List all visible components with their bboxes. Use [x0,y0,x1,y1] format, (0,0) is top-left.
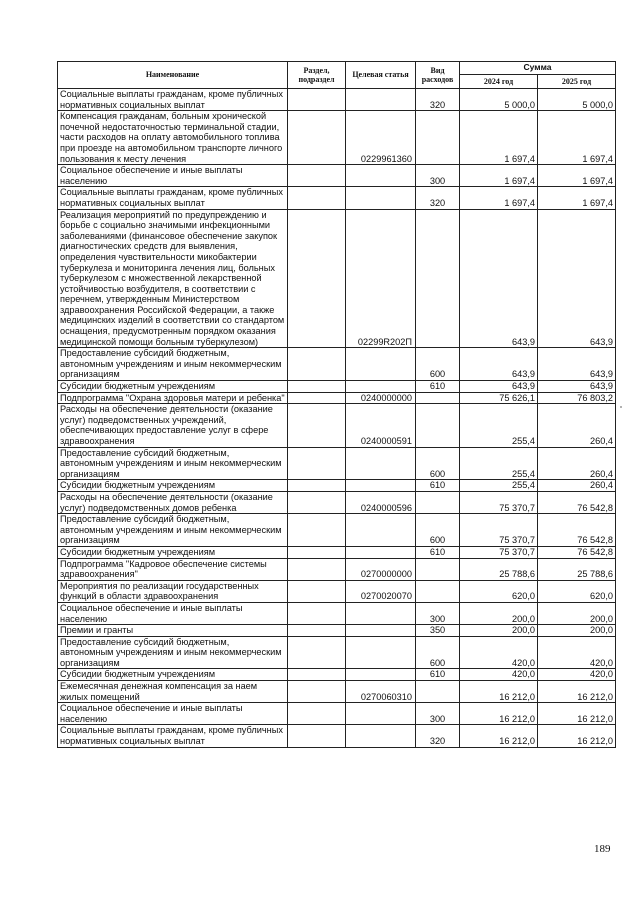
scan-speck [620,406,622,408]
cell-name: Социальные выплаты гражданам, кроме публичных нормативных социальных выплат [58,725,288,747]
cell-sum-2024: 75 370,7 [460,491,538,513]
cell-expense-type: 610 [416,381,460,393]
header-year-2024: 2024 год [460,75,538,89]
cell-sum-2025: 643,9 [538,348,616,381]
cell-sum-2024: 16 212,0 [460,681,538,703]
table-row [58,514,616,547]
cell-expense-type: 600 [416,514,460,547]
cell-target: 0240000000 [346,392,416,404]
cell-section [288,209,346,348]
table-body [58,89,616,748]
table-row [58,392,616,404]
cell-target [346,546,416,558]
cell-target: 0229961360 [346,111,416,165]
cell-section [288,725,346,747]
cell-sum-2024: 255,4 [460,480,538,492]
cell-sum-2024: 255,4 [460,447,538,480]
cell-section [288,165,346,187]
cell-name: Предоставление субсидий бюджетным, автономным учреждениям и иным некоммерческим организациям [58,514,288,547]
cell-name: Предоставление субсидий бюджетным, автономным учреждениям и иным некоммерческим организациям [58,348,288,381]
cell-sum-2025: 76 803,2 [538,392,616,404]
table-header [58,62,616,89]
cell-sum-2024: 643,9 [460,381,538,393]
cell-name: Социальное обеспечение и иные выплаты населению [58,165,288,187]
cell-expense-type: 610 [416,546,460,558]
table-row [58,625,616,637]
cell-sum-2024: 1 697,4 [460,187,538,209]
cell-sum-2025: 76 542,8 [538,546,616,558]
cell-sum-2025: 643,9 [538,209,616,348]
cell-section [288,703,346,725]
cell-section [288,392,346,404]
cell-section [288,381,346,393]
cell-target [346,625,416,637]
cell-section [288,491,346,513]
cell-target: 0270020070 [346,580,416,602]
cell-expense-type: 600 [416,348,460,381]
cell-name: Мероприятия по реализации государственных функций в области здравоохранения [58,580,288,602]
cell-target [346,447,416,480]
cell-target: 0270060310 [346,681,416,703]
cell-expense-type [416,681,460,703]
cell-sum-2025: 76 542,8 [538,514,616,547]
cell-section [288,480,346,492]
cell-name: Субсидии бюджетным учреждениям [58,381,288,393]
cell-sum-2024: 420,0 [460,636,538,669]
cell-target [346,89,416,111]
table-row [58,209,616,348]
header-year-2025: 2025 год [538,75,616,89]
cell-sum-2025: 260,4 [538,447,616,480]
table-row [58,381,616,393]
cell-target [346,725,416,747]
cell-sum-2025: 420,0 [538,669,616,681]
cell-name: Субсидии бюджетным учреждениям [58,480,288,492]
cell-expense-type [416,111,460,165]
header-section: Раздел, подраздел [288,62,346,89]
cell-sum-2024: 16 212,0 [460,703,538,725]
cell-name: Премии и гранты [58,625,288,637]
cell-sum-2024: 1 697,4 [460,111,538,165]
cell-expense-type: 300 [416,602,460,624]
cell-target [346,165,416,187]
cell-section [288,580,346,602]
table-row [58,447,616,480]
cell-sum-2025: 260,4 [538,404,616,447]
cell-sum-2024: 16 212,0 [460,725,538,747]
cell-name: Подпрограмма "Охрана здоровья матери и ребенка" [58,392,288,404]
cell-section [288,669,346,681]
cell-expense-type: 320 [416,187,460,209]
cell-sum-2024: 200,0 [460,625,538,637]
cell-sum-2025: 76 542,8 [538,491,616,513]
cell-name: Субсидии бюджетным учреждениям [58,669,288,681]
table-row [58,681,616,703]
header-name: Наименование [58,62,288,89]
cell-expense-type: 320 [416,725,460,747]
cell-sum-2025: 200,0 [538,602,616,624]
cell-section [288,546,346,558]
cell-target [346,636,416,669]
cell-section [288,558,346,580]
table-row [58,725,616,747]
budget-table [57,61,616,748]
cell-expense-type: 610 [416,480,460,492]
cell-sum-2024: 643,9 [460,209,538,348]
cell-sum-2024: 5 000,0 [460,89,538,111]
cell-sum-2024: 25 788,6 [460,558,538,580]
cell-expense-type [416,491,460,513]
cell-sum-2025: 25 788,6 [538,558,616,580]
cell-sum-2024: 75 370,7 [460,546,538,558]
cell-sum-2024: 643,9 [460,348,538,381]
table-row [58,636,616,669]
cell-section [288,111,346,165]
cell-sum-2024: 200,0 [460,602,538,624]
cell-section [288,187,346,209]
table-row [58,491,616,513]
table-row [58,669,616,681]
table-row [58,703,616,725]
cell-target: 02299R202П [346,209,416,348]
cell-target [346,669,416,681]
table-row [58,187,616,209]
cell-sum-2025: 420,0 [538,636,616,669]
cell-target [346,703,416,725]
table-row [58,89,616,111]
cell-expense-type: 600 [416,636,460,669]
cell-sum-2025: 260,4 [538,480,616,492]
cell-target [346,187,416,209]
cell-sum-2025: 16 212,0 [538,725,616,747]
cell-section [288,514,346,547]
cell-sum-2025: 1 697,4 [538,187,616,209]
cell-sum-2025: 16 212,0 [538,703,616,725]
cell-target [346,480,416,492]
cell-expense-type: 610 [416,669,460,681]
cell-name: Предоставление субсидий бюджетным, автономным учреждениям и иным некоммерческим организациям [58,447,288,480]
cell-section [288,404,346,447]
cell-expense-type: 300 [416,165,460,187]
cell-section [288,636,346,669]
cell-name: Подпрограмма "Кадровое обеспечение системы здравоохранения" [58,558,288,580]
cell-target [346,348,416,381]
cell-name: Предоставление субсидий бюджетным, автономным учреждениям и иным некоммерческим организациям [58,636,288,669]
cell-target [346,381,416,393]
table-row [58,580,616,602]
table-row [58,165,616,187]
cell-name: Расходы на обеспечение деятельности (оказание услуг) подведомственных учреждений, обеспечивающих предоставление услуг в сфере здравоохранения [58,404,288,447]
cell-expense-type [416,392,460,404]
cell-sum-2025: 643,9 [538,381,616,393]
cell-name: Социальные выплаты гражданам, кроме публичных нормативных социальных выплат [58,187,288,209]
cell-sum-2024: 420,0 [460,669,538,681]
table-row [58,480,616,492]
cell-sum-2025: 1 697,4 [538,165,616,187]
cell-sum-2024: 75 626,1 [460,392,538,404]
cell-expense-type [416,580,460,602]
cell-target: 0240000596 [346,491,416,513]
cell-target: 0270000000 [346,558,416,580]
cell-section [288,447,346,480]
cell-section [288,681,346,703]
cell-expense-type: 300 [416,703,460,725]
cell-sum-2024: 620,0 [460,580,538,602]
table-row [58,558,616,580]
cell-expense-type: 600 [416,447,460,480]
cell-name: Реализация мероприятий по предупреждению и борьбе с социально значимыми инфекционными заболеваниями (финансовое обеспечение закупок диагностических средств для выявления, определения чувствительности микобактерии туберкулеза и мониторинга лечения лиц, больных туберкулезом с множественной лекарственной устойчивостью возбудителя, в соответствии с перечнем, утвержденным Министерством здравоохранения Российской Федерации, а также медицинских изделий в соответствии со стандартом оснащения, предусмотренным порядком оказания медицинской помощи больным туберкулезом) [58,209,288,348]
cell-sum-2024: 1 697,4 [460,165,538,187]
cell-sum-2025: 200,0 [538,625,616,637]
cell-expense-type: 350 [416,625,460,637]
cell-sum-2025: 5 000,0 [538,89,616,111]
cell-section [288,348,346,381]
cell-expense-type [416,558,460,580]
table-row [58,348,616,381]
cell-name: Ежемесячная денежная компенсация за наем жилых помещений [58,681,288,703]
cell-expense-type: 320 [416,89,460,111]
table-row [58,546,616,558]
cell-name: Субсидии бюджетным учреждениям [58,546,288,558]
cell-name: Социальные выплаты гражданам, кроме публичных нормативных социальных выплат [58,89,288,111]
cell-sum-2024: 75 370,7 [460,514,538,547]
table-row [58,404,616,447]
cell-name: Социальное обеспечение и иные выплаты населению [58,703,288,725]
cell-section [288,602,346,624]
page-number: 189 [594,843,611,855]
table-row [58,602,616,624]
header-expense-type: Вид расходов [416,62,460,89]
cell-expense-type [416,209,460,348]
table-row [58,111,616,165]
cell-sum-2025: 16 212,0 [538,681,616,703]
cell-sum-2025: 1 697,4 [538,111,616,165]
cell-sum-2024: 255,4 [460,404,538,447]
header-target: Целевая статья [346,62,416,89]
cell-sum-2025: 620,0 [538,580,616,602]
header-sum: Сумма [460,62,616,75]
cell-target [346,602,416,624]
cell-expense-type [416,404,460,447]
cell-target: 0240000591 [346,404,416,447]
cell-section [288,89,346,111]
cell-name: Социальное обеспечение и иные выплаты населению [58,602,288,624]
cell-section [288,625,346,637]
cell-target [346,514,416,547]
cell-name: Расходы на обеспечение деятельности (оказание услуг) подведомственных домов ребенка [58,491,288,513]
cell-name: Компенсация гражданам, больным хронической почечной недостаточностью терминальной стадии, части расходов на оплату автомобильного топлива при проезде на автомобильном транспорте личного пользования к месту лечения [58,111,288,165]
